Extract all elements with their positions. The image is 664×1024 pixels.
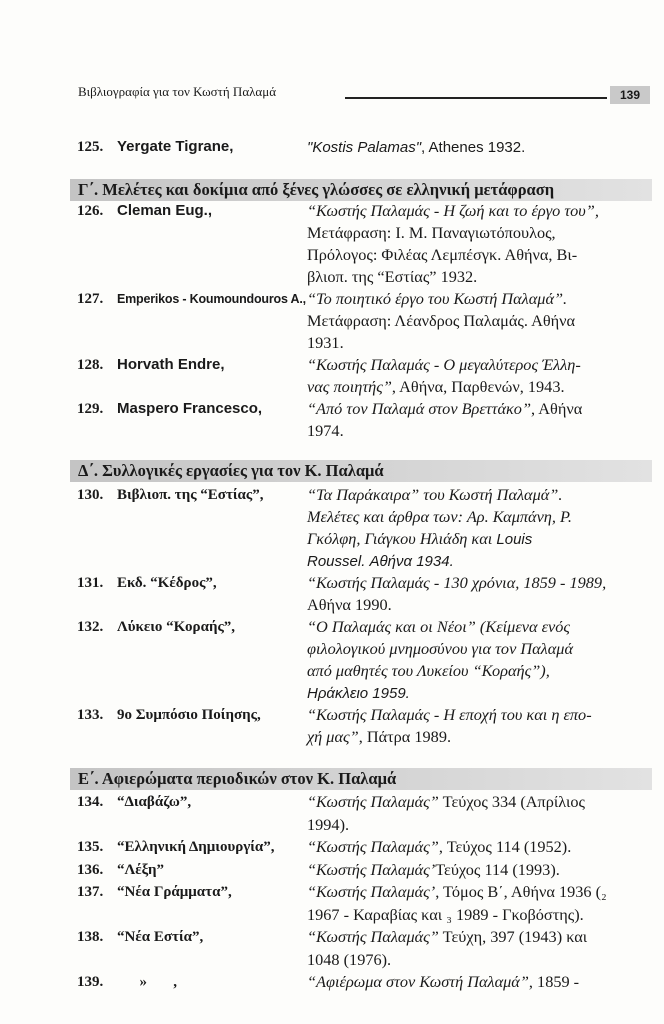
entry-line (0, 704, 664, 726)
entry-description (307, 398, 582, 420)
description-text: Πρόλογος: Φιλέας Λεμπέσγκ. Αθήνα, Βι- (307, 245, 578, 264)
entry-description (307, 638, 573, 660)
entry-description (307, 904, 584, 927)
description-text: 1994). (307, 814, 350, 834)
entry-line (0, 616, 664, 638)
entry-line (0, 660, 664, 682)
entry-description (307, 859, 560, 882)
bibliography-entry (0, 398, 664, 442)
entry-number: 139. (77, 974, 104, 990)
description-text: , 1859 - (528, 972, 580, 991)
description-text: “Κωστής Παλαμάς - 130 χρόνια, 1859 - 1989, (307, 573, 607, 592)
description-text: 1967 - Καραβίας και ₃ 1989 - Γκοβόστης). (307, 904, 584, 924)
description-text: “Το ποιητικό έργο του Κωστή Παλαμά”. (307, 289, 568, 308)
description-text: Μετάφραση: Ι. Μ. Παναγιωτόπουλος, (307, 223, 556, 242)
entry-author: “Νέα Εστία”, (117, 929, 204, 945)
description-text: “Κωστής Παλαμάς” (307, 792, 439, 811)
entry-line (0, 949, 664, 972)
description-text: Louis (496, 531, 533, 548)
description-text: Μετάφραση: Λέανδρος Παλαμάς. Αθήνα (307, 311, 576, 330)
entry-line (0, 572, 664, 594)
entry-line (0, 288, 664, 310)
entry-description (307, 814, 349, 837)
entry-group (0, 791, 664, 994)
entry-line (0, 398, 664, 420)
description-text: , Αθήνα (531, 399, 583, 418)
bibliography-entry (0, 859, 664, 882)
bibliography-entry (0, 136, 664, 158)
entry-description (307, 200, 599, 222)
entry-author: Εκδ. “Κέδρος”, (117, 575, 217, 591)
bibliography-entry (0, 971, 664, 994)
entry-line (0, 376, 664, 398)
entry-description (307, 616, 570, 638)
description-text: , Αθήνα, Παρθενών, 1943. (391, 377, 565, 396)
entry-line (0, 528, 664, 550)
entry-description (307, 971, 579, 994)
description-text: Τεύχος 334 (Απρίλιος (438, 792, 585, 811)
entry-number: 136. (77, 861, 104, 878)
entry-number: 134. (77, 794, 104, 810)
description-text: 1048 (1976). (307, 949, 392, 969)
entry-description (307, 420, 344, 442)
entry-line (0, 638, 664, 660)
entry-description (307, 726, 451, 748)
entry-description (307, 682, 410, 705)
entry-group (0, 200, 664, 442)
bibliography-entry (0, 836, 664, 859)
entry-line (0, 682, 664, 704)
description-text: “Ο Παλαμάς και οι Νέοι” (Κείμενα ενός (307, 617, 570, 636)
entry-line (0, 726, 664, 748)
entry-line (0, 200, 664, 222)
bibliography-entry (0, 572, 664, 616)
entry-number: 138. (77, 929, 104, 945)
entry-description (307, 310, 575, 332)
description-text: “Κωστής Παλαμάς” (307, 837, 439, 856)
entry-description (307, 136, 525, 159)
entry-line (0, 791, 664, 814)
description-text: Ηράκλειο 1959. (307, 685, 410, 702)
entry-author: “Νέα Γράμματα”, (117, 884, 232, 900)
entry-author: Horvath Endre, (117, 356, 225, 373)
entry-number: 126. (77, 203, 104, 219)
description-text: Γκόλφη, Γιάγκου Ηλιάδη και (307, 529, 497, 548)
description-text: Roussel. Αθήνα 1934. (307, 553, 454, 570)
entry-group (0, 484, 664, 748)
bibliography-entry (0, 791, 664, 836)
entry-number: 132. (77, 619, 104, 635)
bibliography-entry (0, 200, 664, 288)
entry-author: Λύκειο “Κοραής”, (117, 619, 236, 635)
bibliography-entry (0, 616, 664, 704)
entry-author: Maspero Francesco, (117, 400, 263, 417)
entry-author: Yergate Tigrane, (117, 138, 234, 155)
entry-number: 131. (77, 575, 104, 591)
entry-number: 129. (77, 401, 104, 417)
entry-author: Emperikos - Koumoundouros A., (117, 292, 306, 306)
entry-description (307, 572, 606, 594)
entry-number: 128. (77, 357, 104, 373)
header-rule (345, 97, 607, 99)
bibliography-entry (0, 288, 664, 354)
entry-line (0, 266, 664, 288)
entry-line (0, 550, 664, 572)
entry-author: » , (117, 974, 177, 990)
bibliography-entry (0, 926, 664, 971)
entry-description (307, 594, 392, 616)
entry-line (0, 904, 664, 927)
entry-line (0, 222, 664, 244)
entry-line (0, 136, 664, 158)
entry-number: 127. (77, 291, 104, 307)
description-text: "Kostis Palamas" (307, 139, 422, 156)
entry-number: 137. (77, 884, 104, 900)
entry-line (0, 594, 664, 616)
entry-line (0, 244, 664, 266)
description-text: Μελέτες και άρθρα των: Αρ. Καμπάνη, Ρ. (307, 507, 572, 526)
entry-description (307, 266, 477, 288)
entry-description (307, 332, 344, 354)
description-text: “Κωστής Παλαμάς’ (307, 859, 436, 879)
bibliography-entry (0, 704, 664, 748)
entry-line (0, 354, 664, 376)
description-text: , Athenes 1932. (421, 139, 526, 156)
entry-author: “Ελληνική Δημιουργία”, (117, 839, 275, 855)
entry-description (307, 926, 587, 949)
entry-description (307, 484, 562, 506)
entry-description (307, 881, 607, 904)
entry-description (307, 836, 571, 859)
description-text: “Κωστής Παλαμάς” (307, 927, 439, 946)
description-text: από μαθητές του Λυκείου “Κοραής”), (307, 661, 550, 680)
entry-description (307, 550, 454, 573)
entry-line (0, 332, 664, 354)
entry-number: 125. (77, 139, 104, 155)
entry-description (307, 528, 532, 551)
entry-description (307, 506, 572, 528)
description-text: φιλολογικού μνημοσύνου για τον Παλαμά (307, 639, 573, 658)
description-text: “Κωστής Παλαμάς - Η ζωή και το έργο του”, (307, 201, 599, 220)
entry-line (0, 484, 664, 506)
entry-line (0, 814, 664, 837)
page-number: 139 (610, 86, 650, 104)
entry-group (0, 136, 664, 158)
entry-author: “Διαβάζω”, (117, 794, 192, 810)
entry-author: 9ο Συμπόσιο Ποίησης, (117, 707, 261, 723)
entry-line (0, 926, 664, 949)
entry-description (307, 660, 550, 682)
entry-description (307, 288, 567, 310)
section-heading: Ε΄. Αφιερώματα περιοδικών στον Κ. Παλαμά (70, 768, 652, 790)
entry-line (0, 859, 664, 882)
entry-line (0, 506, 664, 528)
description-text: Τεύχος 114 (1993). (435, 859, 560, 879)
entry-description (307, 376, 565, 398)
description-text: , Πάτρα 1989. (358, 727, 452, 746)
entry-description (307, 949, 391, 972)
entry-line (0, 420, 664, 442)
entry-description (307, 704, 592, 726)
description-text: , Τεύχος 114 (1952). (438, 837, 572, 856)
bibliography-entry (0, 484, 664, 572)
entry-line (0, 971, 664, 994)
description-text: βλιοπ. της “Εστίας” 1932. (307, 267, 478, 286)
entry-line (0, 836, 664, 859)
description-text: “Αφιέρωμα στον Κωστή Παλαμά” (307, 972, 529, 991)
running-header-title: Βιβλιογραφία για τον Κωστή Παλαμά (78, 84, 277, 99)
description-text: “Κωστής Παλαμάς - Η εποχή του και η επο- (307, 705, 592, 724)
description-text: χή μας” (307, 727, 359, 746)
section-heading: Γ΄. Μελέτες και δοκίμια από ξένες γλώσσες σε ελληνική μετάφραση (70, 179, 652, 201)
description-text: “Κωστής Παλαμάς’ (307, 882, 436, 901)
entry-description (307, 354, 581, 376)
description-text: “Από τον Παλαμά στον Βρεττάκο” (307, 399, 532, 418)
entry-number: 130. (77, 487, 104, 503)
bibliography-entry (0, 881, 664, 926)
description-text: Αθήνα 1990. (307, 595, 392, 614)
description-text: “Κωστής Παλαμάς - Ο μεγαλύτερος Έλλη- (307, 355, 581, 374)
entry-description (307, 791, 585, 814)
entry-number: 133. (77, 707, 104, 723)
description-text: “Τα Παράκαιρα” του Κωστή Παλαμά”. (307, 485, 563, 504)
entry-line (0, 310, 664, 332)
bibliography-entry (0, 354, 664, 398)
entry-author: “Λέξη” (117, 861, 165, 878)
description-text: 1931. (307, 333, 344, 352)
entry-author: Cleman Eug., (117, 202, 213, 219)
entry-line (0, 881, 664, 904)
description-text: , Τόμος Β΄, Αθήνα 1936 (₂ (435, 882, 607, 901)
entry-author: Βιβλιοπ. της “Εστίας”, (117, 487, 264, 503)
description-text: Τεύχη, 397 (1943) και (438, 927, 588, 946)
description-text: νας ποιητής” (307, 377, 392, 396)
section-heading: Δ΄. Συλλογικές εργασίες για τον Κ. Παλαμά (70, 460, 652, 482)
entry-description (307, 244, 577, 266)
entry-number: 135. (77, 839, 104, 855)
entry-description (307, 222, 556, 244)
description-text: 1974. (307, 421, 344, 440)
